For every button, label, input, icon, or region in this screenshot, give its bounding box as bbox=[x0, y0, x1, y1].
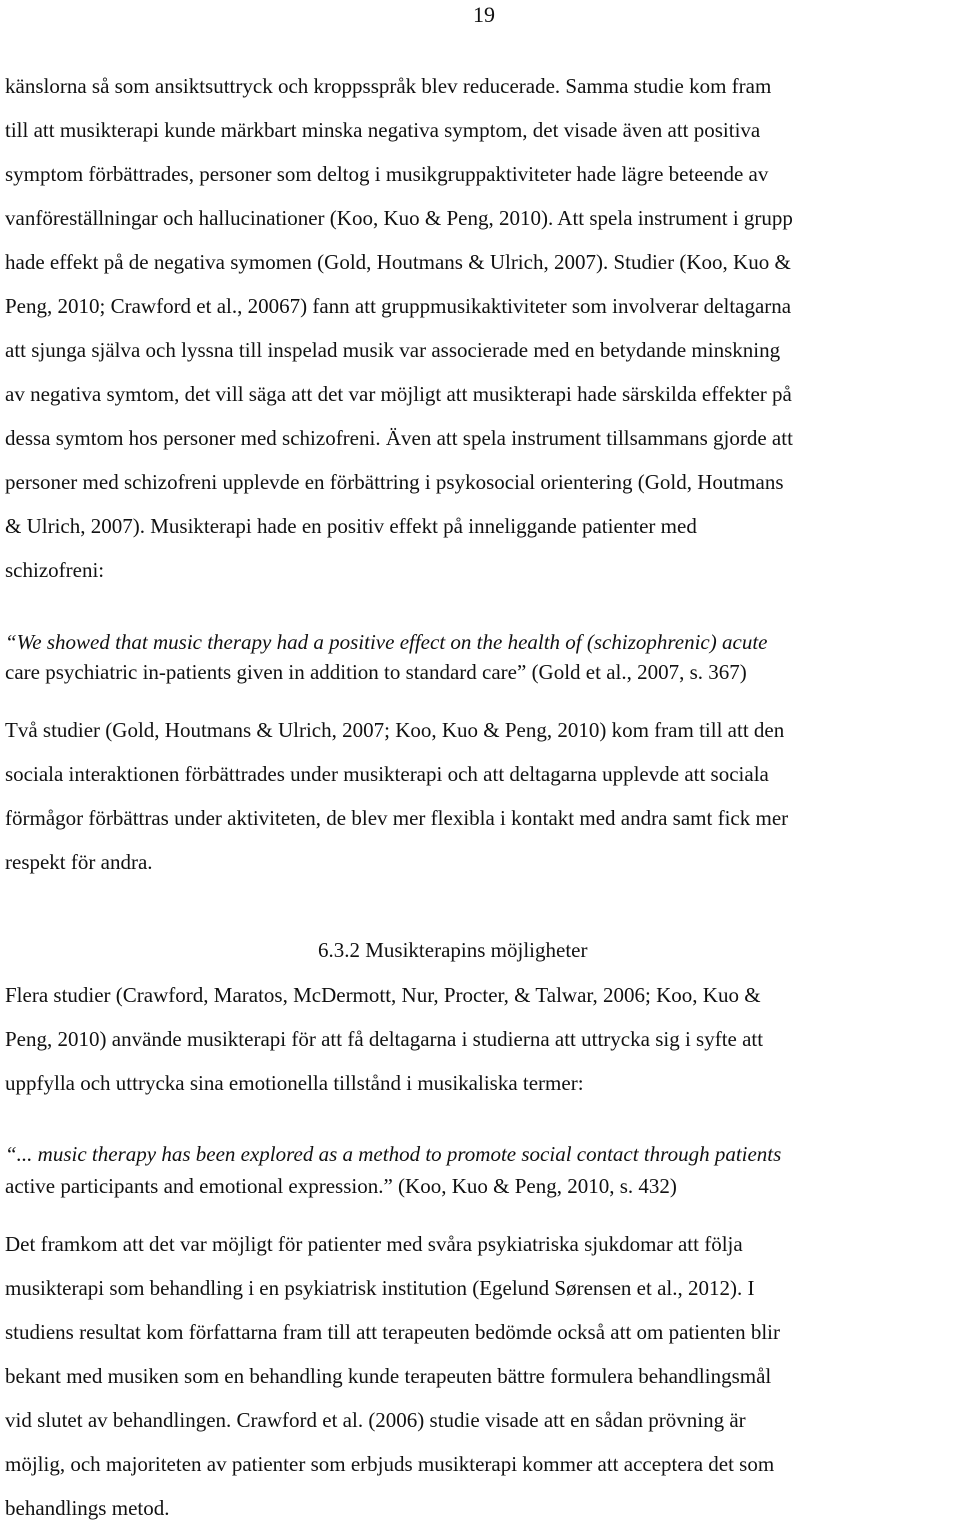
text-line: Peng, 2010) använde musikterapi för att få deltagarna i studierna att uttrycka sig i syfte att bbox=[5, 1027, 764, 1051]
text-line: Två studier (Gold, Houtmans & Ulrich, 2007; Koo, Kuo & Peng, 2010) kom fram till att den bbox=[5, 718, 785, 742]
text-line: vid slutet av behandlingen. Crawford et al. (2006) studie visade att en sådan prövning är bbox=[5, 1408, 746, 1432]
section-heading: 6.3.2 Musikterapins möjligheter bbox=[318, 938, 588, 962]
text-line: personer med schizofreni upplevde en förbättring i psykosocial orientering (Gold, Houtmans bbox=[5, 470, 784, 494]
text-line: studiens resultat kom författarna fram till att terapeuten bedömde också att om patienten blir bbox=[5, 1320, 780, 1344]
text-line: schizofreni: bbox=[5, 558, 105, 582]
quote-line: “We showed that music therapy had a positive effect on the health of (schizophrenic) acute bbox=[5, 630, 768, 654]
text-line: symptom förbättrades, personer som deltog i musikgruppaktiviteter hade lägre beteende av bbox=[5, 162, 769, 186]
text-line: hade effekt på de negativa symomen (Gold, Houtmans & Ulrich, 2007). Studier (Koo, Kuo & bbox=[5, 250, 791, 274]
text-line: Peng, 2010; Crawford et al., 20067) fann att gruppmusikaktiviteter som involverar deltagarna bbox=[5, 294, 792, 318]
text-line: bekant med musiken som en behandling kunde terapeuten bättre formulera behandlingsmål bbox=[5, 1364, 772, 1388]
page-number: 19 bbox=[473, 2, 495, 27]
quote-line bbox=[5, 658, 747, 686]
text-line: till att musikterapi kunde märkbart minska negativa symptom, det visade även att positiva bbox=[5, 118, 761, 142]
quote-citation: (Koo, Kuo & Peng, 2010, s. 432) bbox=[392, 1174, 677, 1198]
text-line: vanföreställningar och hallucinationer (Koo, Kuo & Peng, 2010). Att spela instrument i grupp bbox=[5, 206, 793, 230]
text-line: av negativa symtom, det vill säga att det var möjligt att musikterapi hade särskilda effekter på bbox=[5, 382, 792, 406]
quote-line: “... music therapy has been explored as a method to promote social contact through patients bbox=[5, 1142, 782, 1166]
text-line: sociala interaktionen förbättrades under musikterapi och att deltagarna upplevde att sociala bbox=[5, 762, 769, 786]
text-line: möjlig, och majoriteten av patienter som erbjuds musikterapi kommer att acceptera det som bbox=[5, 1452, 775, 1476]
quote-citation: (Gold et al., 2007, s. 367) bbox=[526, 660, 747, 684]
text-line: känslorna så som ansiktsuttryck och kroppsspråk blev reducerade. Samma studie kom fram bbox=[5, 74, 772, 98]
text-line: att sjunga själva och lyssna till inspelad musik var associerade med en betydande minskning bbox=[5, 338, 781, 362]
text-line: förmågor förbättras under aktiviteten, de blev mer flexibla i kontakt med andra samt fick mer bbox=[5, 806, 789, 830]
text-line: uppfylla och uttrycka sina emotionella tillstånd i musikaliska termer: bbox=[5, 1071, 584, 1095]
text-line: Flera studier (Crawford, Maratos, McDermott, Nur, Procter, & Talwar, 2006; Koo, Kuo & bbox=[5, 983, 761, 1007]
text-line: dessa symtom hos personer med schizofreni. Även att spela instrument tillsammans gjorde att bbox=[5, 426, 793, 450]
quote-text: care psychiatric in-patients given in addition to standard care” bbox=[5, 660, 527, 684]
text-line: musikterapi som behandling i en psykiatrisk institution (Egelund Sørensen et al., 2012). I bbox=[5, 1276, 755, 1300]
text-line: Det framkom att det var möjligt för patienter med svåra psykiatriska sjukdomar att följa bbox=[5, 1232, 743, 1256]
text-line: respekt för andra. bbox=[5, 850, 153, 874]
quote-text: active participants and emotional expression.” bbox=[5, 1174, 393, 1198]
quote-line bbox=[5, 1172, 677, 1200]
text-line: & Ulrich, 2007). Musikterapi hade en positiv effekt på inneliggande patienter med bbox=[5, 514, 697, 538]
text-line: behandlings metod. bbox=[5, 1496, 170, 1520]
